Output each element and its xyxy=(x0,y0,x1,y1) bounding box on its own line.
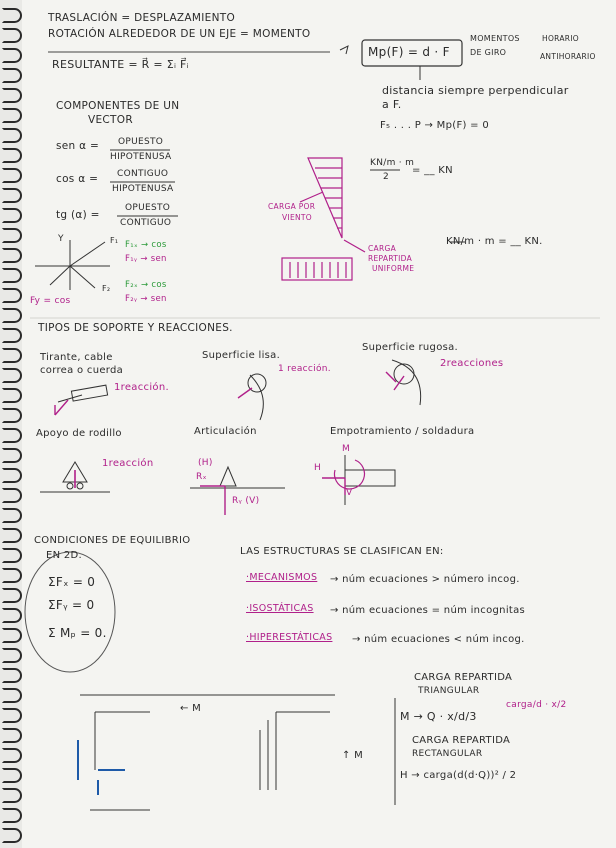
header-line-2: ROTACIÓN ALREDEDOR DE UN EJE = MOMENTO xyxy=(48,28,311,40)
uniform-load-rect xyxy=(282,240,365,280)
tirante-label-2: correa o cuerda xyxy=(40,365,124,376)
spiral-ring xyxy=(2,248,22,263)
a-f-note: a F. xyxy=(382,98,402,111)
lisa-reaction: 1 reacción. xyxy=(278,364,331,374)
f1y-label: F₁ᵧ → sen xyxy=(125,254,167,264)
moment-formula: Mp(F) = d · F xyxy=(368,45,450,59)
supports-title: TIPOS DE SOPORTE Y REACCIONES. xyxy=(38,322,233,334)
equation-m: Σ Mₚ = 0. xyxy=(48,626,107,640)
spiral-ring xyxy=(2,288,22,303)
empotramiento-label: Empotramiento / soldadura xyxy=(330,426,475,437)
spiral-ring xyxy=(2,808,22,823)
f1-label: F₁ xyxy=(110,236,119,245)
spiral-ring xyxy=(2,608,22,623)
tirante-reaction: 1reacción. xyxy=(114,382,169,393)
tg-den: CONTIGUO xyxy=(120,218,172,228)
cos-den: HIPOTENUSA xyxy=(112,184,174,194)
spiral-ring xyxy=(2,728,22,743)
spiral-ring xyxy=(2,68,22,83)
art-h-label: (H) xyxy=(198,458,213,468)
f2y-label: F₂ᵧ → sen xyxy=(125,294,167,304)
articulacion-label: Articulación xyxy=(194,426,257,437)
rodillo-reaction: 1reacción xyxy=(102,458,154,469)
lisa-sketch xyxy=(238,374,266,420)
spiral-ring xyxy=(2,388,22,403)
tirante-label-1: Tirante, cable xyxy=(40,352,113,363)
rugosa-label: Superficie rugosa. xyxy=(362,342,459,353)
spiral-ring xyxy=(2,708,22,723)
components-title-2: VECTOR xyxy=(88,114,133,126)
tri-numerator: KN/m · m xyxy=(370,158,415,168)
tg-lhs: tg (α) = xyxy=(56,209,100,221)
spiral-ring xyxy=(2,528,22,543)
repartida-label-1: CARGA xyxy=(368,244,397,253)
spiral-ring xyxy=(2,8,22,23)
spiral-ring xyxy=(2,128,22,143)
spiral-ring xyxy=(2,88,22,103)
tri-result: = __ KN xyxy=(412,165,453,176)
equation-fy: ΣFᵧ = 0 xyxy=(48,598,95,612)
spiral-ring xyxy=(2,788,22,803)
spiral-ring xyxy=(2,368,22,383)
sen-num: OPUESTO xyxy=(118,137,164,147)
m-q-formula: M → Q · x/d/3 xyxy=(400,710,477,723)
tg-num: OPUESTO xyxy=(125,203,171,213)
spiral-ring xyxy=(2,768,22,783)
viento-label-1: CARGA POR xyxy=(268,202,316,211)
momentos-label: MOMENTOS xyxy=(470,34,520,43)
spiral-ring xyxy=(2,348,22,363)
repartida-label-3: UNIFORME xyxy=(372,264,415,273)
spiral-ring xyxy=(2,488,22,503)
tri-denominator: 2 xyxy=(383,172,390,182)
spiral-ring xyxy=(2,588,22,603)
spiral-ring xyxy=(2,688,22,703)
rodillo-label: Apoyo de rodillo xyxy=(36,428,122,439)
spiral-ring xyxy=(2,748,22,763)
components-title-1: COMPONENTES DE UN xyxy=(56,100,180,112)
spiral-ring xyxy=(2,48,22,63)
y-axis-label: Y xyxy=(58,234,64,244)
spiral-ring xyxy=(2,548,22,563)
hiperestaticas-rule: → núm ecuaciones < núm incog. xyxy=(352,634,525,645)
roller-sketch xyxy=(40,462,110,492)
spiral-ring xyxy=(2,568,22,583)
emp-m-label: M xyxy=(342,444,351,454)
fs-line: F₅ . . . P → Mp(F) = 0 xyxy=(380,120,490,131)
viento-label-2: VIENTO xyxy=(282,213,312,222)
carga-d-formula: carga/d · x/2 xyxy=(506,700,567,710)
tri-load-title-1: CARGA REPARTIDA xyxy=(414,672,513,683)
antihorario-label: ANTIHORARIO xyxy=(540,52,596,61)
frame-arrow-m: ← M xyxy=(180,703,202,714)
f1x-label: F₁ₓ → cos xyxy=(125,240,167,250)
f2x-label: F₂ₓ → cos xyxy=(125,280,167,290)
isostaticas-label: ·ISOSTÁTICAS xyxy=(246,603,314,614)
spiral-ring xyxy=(2,828,22,843)
sen-lhs: sen α = xyxy=(56,140,100,152)
emp-h-label: H xyxy=(314,463,322,473)
cos-lhs: cos α = xyxy=(56,173,99,185)
spiral-ring xyxy=(2,308,22,323)
emp-v-label: V xyxy=(346,488,353,498)
fy-cos-label: Fy = cos xyxy=(30,296,71,306)
spiral-ring xyxy=(2,228,22,243)
frame-arrow-up: ↑ M xyxy=(342,750,364,761)
resultante-formula: RESULTANTE = R⃗ = Σᵢ F⃗ᵢ xyxy=(52,58,189,71)
art-rx-label: Rₓ xyxy=(196,472,207,482)
distancia-note: distancia siempre perpendicular xyxy=(382,84,569,97)
spiral-ring xyxy=(2,468,22,483)
isostaticas-rule: → núm ecuaciones = núm incognitas xyxy=(330,605,526,616)
rugosa-reaction: 2reacciones xyxy=(440,358,504,369)
art-ry-label: Rᵧ (V) xyxy=(232,496,260,506)
spiral-ring xyxy=(2,108,22,123)
spiral-ring xyxy=(2,328,22,343)
spiral-ring xyxy=(2,668,22,683)
spiral-ring xyxy=(2,28,22,43)
spiral-ring xyxy=(2,448,22,463)
lisa-label: Superficie lisa. xyxy=(202,350,281,361)
spiral-ring xyxy=(2,508,22,523)
rect-load-title-1: CARGA REPARTIDA xyxy=(412,735,511,746)
mecanismos-rule: → núm ecuaciones > número incog. xyxy=(330,574,520,585)
rect-formula: KN/m · m = __ KN. xyxy=(446,236,543,247)
tri-load-title-2: TRIANGULAR xyxy=(418,686,480,696)
spiral-ring xyxy=(2,428,22,443)
equilibrium-circle xyxy=(25,552,115,672)
spiral-ring xyxy=(2,208,22,223)
spiral-ring xyxy=(2,188,22,203)
tirante-sketch xyxy=(55,385,108,415)
h-formula: H → carga(d(d·Q))² / 2 xyxy=(400,770,517,781)
spiral-ring xyxy=(2,148,22,163)
component-axes xyxy=(35,240,110,290)
hiperestaticas-label: ·HIPERESTÁTICAS xyxy=(246,632,333,643)
cos-num: CONTIGUO xyxy=(117,169,169,179)
horario-label: HORARIO xyxy=(542,34,580,43)
de-giro-label: DE GIRO xyxy=(470,48,507,57)
structures-intro: LAS ESTRUCTURAS SE CLASIFICAN EN: xyxy=(240,546,444,557)
rect-load-title-2: RECTANGULAR xyxy=(412,749,483,759)
equilibrium-title-2: EN 2D. xyxy=(46,550,83,561)
rugosa-sketch xyxy=(386,360,421,405)
equation-fx: ΣFₓ = 0 xyxy=(48,575,96,589)
spiral-ring xyxy=(2,268,22,283)
spiral-ring xyxy=(2,648,22,663)
sen-den: HIPOTENUSA xyxy=(110,152,172,162)
fixed-support-sketch xyxy=(322,455,395,505)
wind-load-triangle xyxy=(300,158,342,238)
repartida-label-2: REPARTIDA xyxy=(368,254,413,263)
f2-label: F₂ xyxy=(102,284,111,293)
spiral-ring xyxy=(2,628,22,643)
mecanismos-label: ·MECANISMOS xyxy=(246,572,318,583)
equilibrium-title-1: CONDICIONES DE EQUILIBRIO xyxy=(34,535,191,546)
spiral-ring xyxy=(2,168,22,183)
header-line-1: TRASLACIÓN = DESPLAZAMIENTO xyxy=(48,12,236,24)
spiral-ring xyxy=(2,408,22,423)
